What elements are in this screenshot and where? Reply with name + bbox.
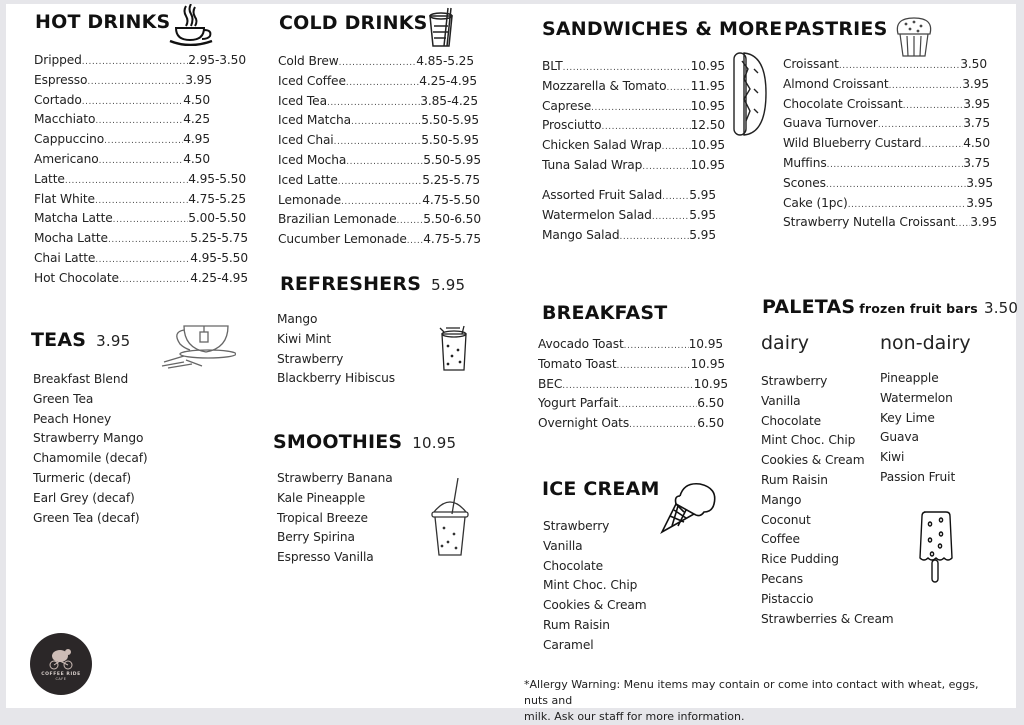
refreshers-title [280,273,465,295]
menu-item: Iced Matcha ..... 5.50-5.95 [278,111,479,131]
menu-item: Guava [880,430,919,445]
teas-title-text: TEAS [31,329,87,351]
paletas-title-text: PALETAS [762,296,856,318]
cold-drinks-title: COLD DRINKS [279,12,428,34]
smoothies-title [273,431,456,453]
menu-item: Tuna Salad Wrap ..... 10.95 [542,156,725,176]
menu-item: Chocolate [543,558,604,573]
menu-item: Chamomile (decaf) [33,451,148,466]
menu-item: Overnight Oats ..... 6.50 [538,414,724,434]
menu-item: Cookies & Cream [761,453,865,468]
refreshers-list [277,310,395,389]
menu-item: Almond Croissant ..... 3.95 [783,75,989,95]
menu-item: Mozzarella & Tomato ..... 11.95 [542,77,725,97]
menu-item: Chocolate Croissant ..... 3.95 [783,95,990,115]
menu-item: Kiwi [880,450,905,465]
menu-item: Rum Raisin [761,472,828,487]
menu-item: Hot Chocolate ..... 4.25-4.95 [34,269,248,289]
pastries-title: PASTRIES [784,18,888,40]
menu-item: Breakfast Blend [33,372,129,386]
ice-cream-cone-icon [660,480,718,542]
refreshers-title-text: REFRESHERS [280,273,422,295]
menu-item: Americano ..... 4.50 [34,150,210,170]
menu-item: Brazilian Lemonade ..... 5.50-6.50 [278,210,481,230]
menu-item: Strawberry [761,374,828,388]
menu-item: Peach Honey [33,411,112,426]
menu-item: Cake (1pc) ..... 3.95 [783,194,993,214]
ice-cream-title: ICE CREAM [542,478,660,500]
menu-item: Mocha Latte ..... 5.25-5.75 [34,229,248,249]
menu-item: Muffins ..... 3.75 [783,154,990,174]
menu-item: Mint Choc. Chip [761,433,856,448]
non-dairy-heading: non-dairy [880,332,971,354]
menu-item: Yogurt Parfait ..... 6.50 [538,394,724,414]
menu-item: Chicken Salad Wrap ..... 10.95 [542,136,725,156]
menu-item: Strawberry Mango [33,431,144,446]
menu-item: Tomato Toast ..... 10.95 [538,355,725,375]
menu-item: Green Tea [33,391,94,406]
menu-item: Mint Choc. Chip [543,578,638,593]
menu-item: Vanilla [761,393,801,408]
menu-item: Mango [761,492,802,507]
allergy-warning-line1: *Allergy Warning: Menu items may contain or come into contact with wheat, eggs, nuts and [524,678,979,707]
menu-item: Flat White ..... 4.75-5.25 [34,190,246,210]
menu-item: Coconut [761,512,811,527]
menu-item: Strawberry Banana [277,471,393,485]
teas-list [33,370,148,528]
paletas-title [762,296,1018,318]
menu-item: Cucumber Lemonade ..... 4.75-5.75 [278,230,481,250]
menu-item: Avocado Toast ..... 10.95 [538,335,723,355]
menu-item: Croissant ..... 3.50 [783,55,987,75]
menu-item: Wild Blueberry Custard ..... 4.50 [783,134,990,154]
logo-name: COFFEE RIDE [41,671,81,677]
menu-item: Lemonade ..... 4.75-5.50 [278,191,480,211]
allergy-warning-line2: milk. Ask our staff for more information. [524,710,745,723]
dairy-heading: dairy [761,332,810,354]
menu-item: Iced Tea ..... 3.85-4.25 [278,92,478,112]
menu-item: Guava Turnover ..... 3.75 [783,114,990,134]
menu-item: Cortado ..... 4.50 [34,91,210,111]
menu-item: Pistaccio [761,591,814,606]
menu-item: Assorted Fruit Salad ..... 5.95 [542,186,716,206]
menu-item: Passion Fruit [880,469,956,484]
menu-item: Dripped ..... 2.95-3.50 [34,51,246,71]
menu-item: Watermelon Salad ..... 5.95 [542,206,716,226]
allergy-warning [524,677,1004,725]
menu-item: Matcha Latte ..... 5.00-5.50 [34,209,246,229]
menu-item: Rum Raisin [543,617,610,632]
refreshers-price: 5.95 [431,276,466,294]
logo-sub: CAFE [55,676,67,681]
iced-drink-icon [426,6,458,54]
hot-drinks-title: HOT DRINKS [35,11,171,33]
menu-item: Key Lime [880,410,935,425]
menu-item: Macchiato ..... 4.25 [34,110,210,130]
smoothies-list [277,469,393,568]
menu-item: Green Tea (decaf) [33,510,140,525]
salads-list [542,186,716,245]
menu-item: Strawberry Nutella Croissant ..... 3.95 [783,213,997,233]
menu-item: Iced Chai ..... 5.50-5.95 [278,131,479,151]
breakfast-title: BREAKFAST [542,302,668,324]
smoothies-price: 10.95 [412,434,457,452]
menu-item: Latte ..... 4.95-5.50 [34,170,246,190]
menu-item: Blackberry Hibiscus [277,371,395,386]
menu-item: Kale Pineapple [277,490,366,505]
coffee-cup-icon [166,4,216,50]
menu-item: Espresso ..... 3.95 [34,71,212,91]
refresher-cup-icon [436,324,472,380]
popsicle-icon [918,510,954,588]
menu-item: Tropical Breeze [277,510,368,525]
sandwiches-list [542,57,725,176]
menu-item: Pecans [761,571,804,586]
menu-item: Strawberry [277,351,344,366]
paletas-non-dairy-list [880,369,955,488]
smoothie-cup-icon [430,478,470,566]
sandwiches-title: SANDWICHES & MORE [542,18,783,40]
menu-item: Turmeric (decaf) [33,470,132,485]
paletas-subtitle: frozen fruit bars [859,301,978,316]
menu-item: Berry Spirina [277,530,355,545]
menu-item: Pineapple [880,371,939,385]
menu-item: Cold Brew ..... 4.85-5.25 [278,52,474,72]
menu-item: Earl Grey (decaf) [33,490,135,505]
menu-item: Iced Latte ..... 5.25-5.75 [278,171,480,191]
teacup-icon [156,322,236,374]
menu-item: Caramel [543,637,594,652]
paletas-dairy-list [761,372,894,629]
menu-item: Espresso Vanilla [277,550,374,565]
paletas-price: 3.50 [983,299,1019,317]
menu-item: Scones ..... 3.95 [783,174,993,194]
menu-item: Cookies & Cream [543,598,647,613]
menu-item: BEC ..... 10.95 [538,375,728,395]
breakfast-list [538,335,728,434]
menu-item: Mango [277,312,318,326]
menu-page [6,4,1019,723]
menu-item: Strawberries & Cream [761,611,894,626]
menu-item: Chocolate [761,413,822,428]
smoothies-title-text: SMOOTHIES [273,431,403,453]
menu-item: Prosciutto ..... 12.50 [542,116,725,136]
menu-item: Iced Mocha ..... 5.50-5.95 [278,151,481,171]
sandwich-icon [732,49,768,143]
coffee-ride-logo [30,633,92,695]
menu-item: Cappuccino ..... 4.95 [34,130,210,150]
menu-item: Rice Pudding [761,552,839,567]
menu-item: Chai Latte ..... 4.95-5.50 [34,249,248,269]
menu-item: Coffee [761,532,800,547]
cold-drinks-list [278,52,481,250]
menu-item: Watermelon [880,390,953,405]
ice-cream-list [543,517,647,656]
bear-on-bicycle-icon [46,648,76,670]
menu-item: Vanilla [543,538,583,553]
menu-item: Mango Salad ..... 5.95 [542,226,716,246]
hot-drinks-list [34,51,246,289]
menu-item: Strawberry [543,519,610,533]
teas-title [31,329,130,351]
menu-item: BLT ..... 10.95 [542,57,725,77]
menu-item: Iced Coffee ..... 4.25-4.95 [278,72,477,92]
menu-item: Caprese ..... 10.95 [542,97,725,117]
menu-item: Kiwi Mint [277,331,332,346]
teas-price: 3.95 [96,332,131,350]
pastries-list [783,55,997,233]
